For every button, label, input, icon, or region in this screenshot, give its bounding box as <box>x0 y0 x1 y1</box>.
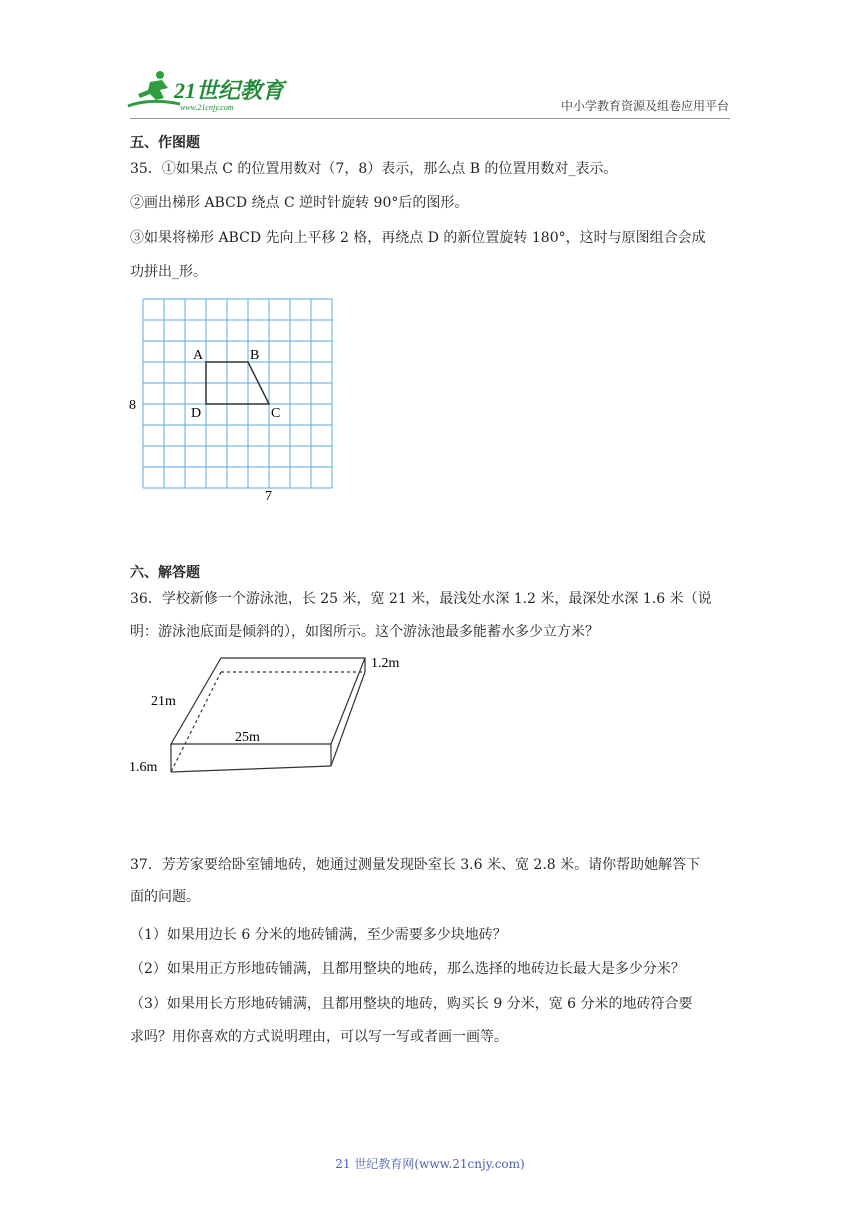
site-logo <box>120 68 290 116</box>
pool-hidden-left-edge <box>171 672 221 772</box>
section-five-title: 五、作图题 <box>130 135 200 151</box>
logo-url: www.21cnjy.com <box>180 103 234 112</box>
q35-line3a: ③如果将梯形 ABCD 先向上平移 2 格，再绕点 D 的新位置旋转 180°，这时与原图组合会成 <box>130 230 706 246</box>
pool-top-face <box>171 658 365 744</box>
pool-width-label: 21m <box>151 694 176 709</box>
footer-text: 21 世纪教育网(www.21cnjy.com) <box>335 1157 525 1171</box>
row-label: 8 <box>129 398 136 413</box>
q35-line3b: 功拼出_形。 <box>130 264 207 280</box>
q35-line1: 35．①如果点 C 的位置用数对（7，8）表示，那么点 B 的位置用数对_表示。 <box>130 161 618 177</box>
q36-line1: 36．学校新修一个游泳池，长 25 米，宽 21 米，最浅处水深 1.2 米，最深处水深 1.6 米（说 <box>130 591 712 607</box>
runner-icon <box>128 71 180 106</box>
platform-name: 中小学教育资源及组卷应用平台 <box>560 99 729 113</box>
logo-text: 21世纪教育 <box>174 78 285 103</box>
label-c: C <box>271 406 281 421</box>
label-b: B <box>250 348 260 363</box>
q36-line2: 明：游泳池底面是倾斜的），如图所示。这个游泳池最多能蓄水多少立方米？ <box>130 624 599 640</box>
section-six-title: 六、解答题 <box>130 565 200 581</box>
deep-depth-label: 1.6m <box>129 760 158 775</box>
label-d: D <box>191 406 202 421</box>
q37-sub3b: 求吗？用你喜欢的方式说明理由，可以写一写或者画一画等。 <box>130 1029 508 1045</box>
grid-figure <box>125 295 340 510</box>
column-label: 7 <box>265 489 272 504</box>
pool-bottom-front-edge <box>171 766 331 772</box>
pool-bottom-right-edge <box>331 672 365 766</box>
q35-line2: ②画出梯形 ABCD 绕点 C 逆时针旋转 90°后的图形。 <box>130 195 469 211</box>
grid-lines <box>143 299 332 488</box>
q37-sub2: （2）如果用正方形地砖铺满，且都用整块的地砖，那么选择的地砖边长最大是多少分米？ <box>130 961 685 977</box>
header-divider <box>130 118 730 119</box>
q37-line1: 37．芳芳家要给卧室铺地砖，她通过测量发现卧室长 3.6 米、宽 2.8 米。请你帮助她解答下 <box>130 857 701 873</box>
q37-sub1: （1）如果用边长 6 分米的地砖铺满，至少需要多少块地砖？ <box>130 927 507 943</box>
q37-sub3a: （3）如果用长方形地砖铺满，且都用整块的地砖，购买长 9 分米，宽 6 分米的地砖符合要 <box>130 996 693 1012</box>
label-a: A <box>193 348 204 363</box>
pool-length-label: 25m <box>235 730 260 745</box>
pool-figure <box>125 650 425 780</box>
q37-line2: 面的问题。 <box>130 889 200 905</box>
shallow-depth-label: 1.2m <box>371 656 400 671</box>
